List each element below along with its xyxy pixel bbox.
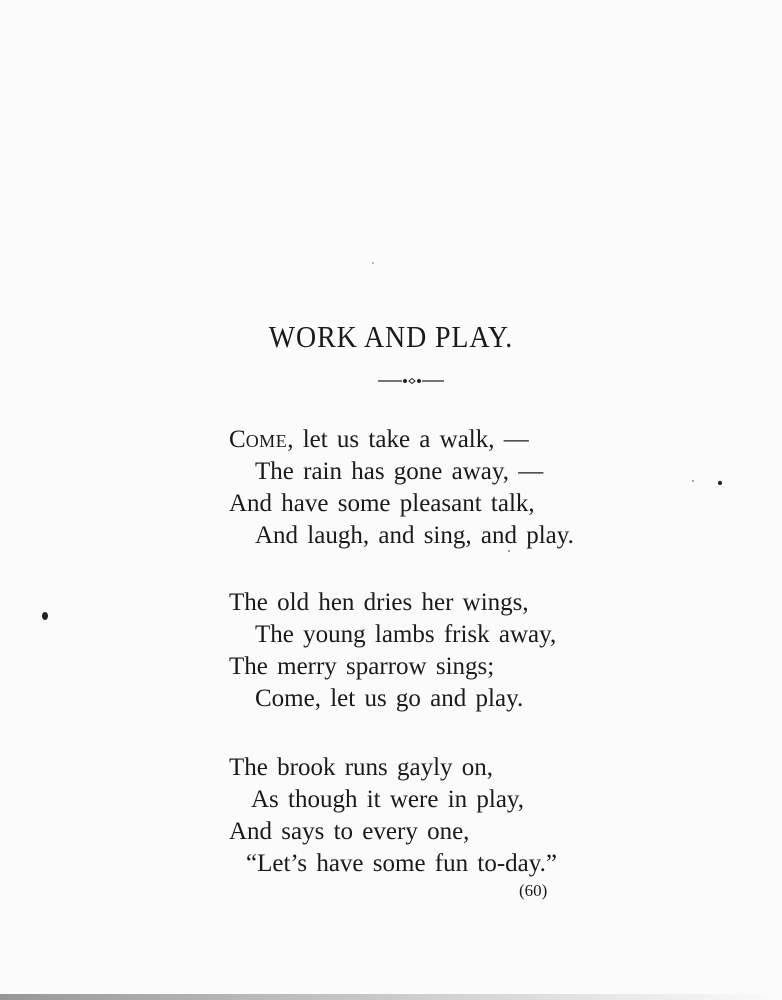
small-caps-word: OME <box>245 431 288 451</box>
ink-speck <box>718 481 722 485</box>
poem-line: The rain has gone away, — <box>255 458 544 485</box>
page-number: (60) <box>519 881 548 900</box>
poem-line <box>229 425 529 456</box>
title-ornament <box>378 376 444 386</box>
poem-line: Come, let us go and play. <box>255 685 524 712</box>
poem-line: The merry sparrow sings; <box>229 653 495 680</box>
page-bottom-edge <box>0 994 782 1000</box>
line-text: , let us take a walk, — <box>287 426 529 453</box>
ink-speck <box>42 612 48 620</box>
poem-line: The brook runs gayly on, <box>229 754 494 781</box>
ink-speck <box>372 262 374 264</box>
poem-line: “Let’s have some fun to-day.” <box>246 850 557 877</box>
ink-speck <box>508 550 510 552</box>
ink-speck <box>692 480 694 482</box>
poem-line: And says to every one, <box>229 818 470 845</box>
drop-capital: C <box>229 426 246 453</box>
poem-line: And have some pleasant talk, <box>229 490 535 517</box>
poem-line: The young lambs frisk away, <box>255 621 557 648</box>
poem-title: WORK AND PLAY. <box>268 318 514 354</box>
poem-line: As though it were in play, <box>251 786 525 813</box>
poem-line: And laugh, and sing, and play. <box>255 522 574 549</box>
poem-line: The old hen dries her wings, <box>229 589 529 616</box>
